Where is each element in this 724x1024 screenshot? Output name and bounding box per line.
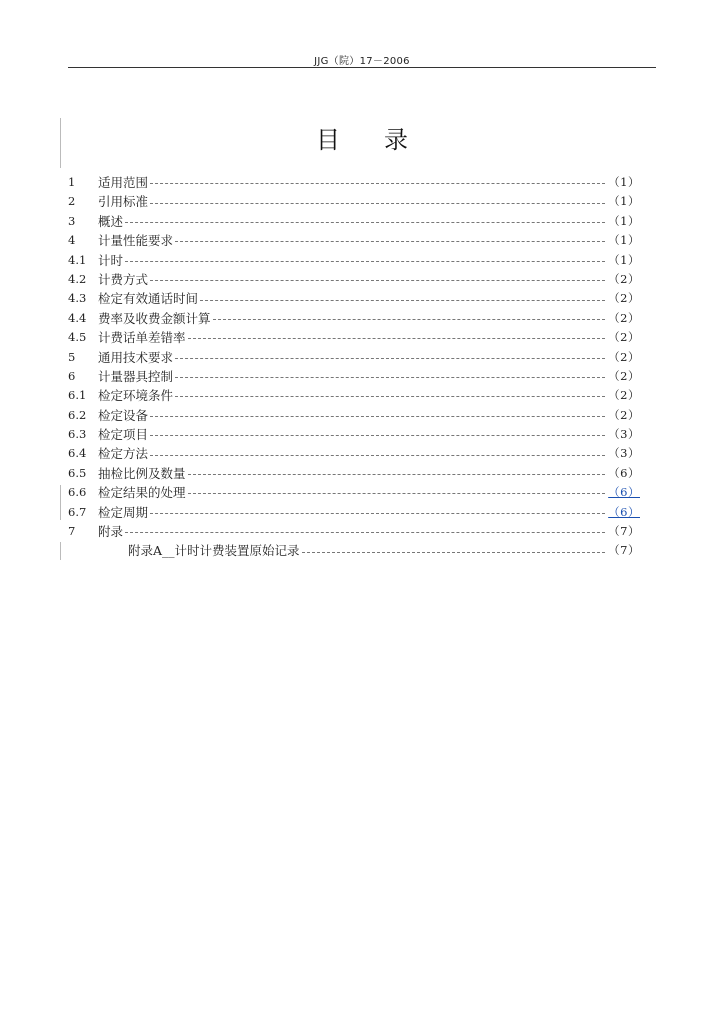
toc-entry[interactable] [68, 386, 640, 405]
toc-leader [150, 416, 605, 417]
toc-entry-title: 适用范围 [98, 175, 149, 190]
toc-entry-page-link[interactable]: （6） [608, 485, 640, 500]
toc-entry-page: （2） [608, 330, 640, 345]
toc-leader [188, 338, 606, 339]
toc-entry-title: 附录 [98, 524, 124, 540]
toc-entry-page: （2） [608, 310, 640, 325]
toc-title-char-2: 录 [384, 126, 408, 154]
toc-entry-title: 通用技术要求 [98, 349, 174, 365]
toc-entry-title: 计量性能要求 [98, 233, 174, 249]
toc-entry-page-link[interactable]: （6） [608, 504, 640, 519]
toc-entry-page: （2） [608, 271, 640, 286]
toc-entry-number: 4.2 [68, 271, 87, 286]
toc-entry-number: 2 [68, 194, 76, 209]
toc-entry[interactable] [68, 483, 640, 502]
header-code: JJG（院）17－2006 [314, 56, 410, 67]
toc-leader [213, 319, 606, 320]
toc-entry-number: 4.1 [68, 252, 87, 267]
margin-change-bar [60, 542, 61, 560]
toc-entry[interactable] [68, 425, 640, 444]
toc-entry[interactable] [68, 503, 640, 522]
toc-entry-number: 3 [68, 213, 76, 228]
toc-entry-number: 1 [68, 175, 76, 189]
toc-entry-page: （1） [608, 233, 640, 248]
toc-entry[interactable] [68, 328, 640, 347]
toc-entry-number: 4.5 [68, 330, 87, 345]
toc-leader [150, 203, 605, 204]
toc-entry-page: （7） [608, 524, 640, 539]
toc-leader [150, 183, 605, 184]
toc-entry-title: 引用标准 [98, 194, 149, 210]
toc-entry-title: 概述 [98, 213, 124, 229]
toc-entry[interactable] [68, 251, 640, 270]
toc-leader [188, 493, 606, 494]
toc-entry-number: 6.7 [68, 504, 87, 519]
toc-leader [188, 474, 606, 475]
toc-entry-page: （2） [608, 388, 640, 403]
toc-leader [175, 241, 605, 242]
toc-entry-number: 7 [68, 524, 76, 539]
toc-entry-page: （1） [608, 252, 640, 267]
toc-entry-page: （1） [608, 175, 640, 189]
toc-entry[interactable] [68, 192, 640, 211]
toc-entry[interactable] [68, 289, 640, 308]
toc-entry[interactable] [68, 231, 640, 250]
toc-entry-number: 6.6 [68, 485, 87, 500]
toc-entry[interactable] [68, 309, 640, 328]
toc-entry-page: （2） [608, 349, 640, 364]
toc-leader [125, 222, 605, 223]
toc-entry-page: （3） [608, 446, 640, 461]
toc-entry-number: 6.1 [68, 388, 87, 403]
toc-entry-page: （2） [608, 291, 640, 306]
toc-entry-number: 6.2 [68, 407, 87, 422]
toc-entry-number: 4.3 [68, 291, 87, 306]
margin-change-bar [60, 485, 61, 520]
table-of-contents [68, 173, 640, 561]
toc-entry-number: 4.4 [68, 310, 87, 325]
toc-entry-title: 检定项目 [98, 427, 149, 443]
toc-entry[interactable] [68, 367, 640, 386]
toc-entry-title: 检定设备 [98, 407, 149, 423]
toc-entry-title: 检定方法 [98, 446, 149, 462]
toc-entry-title: 附录A__计时计费装置原始记录 [128, 543, 300, 559]
toc-leader [200, 300, 605, 301]
toc-entry-number: 6.4 [68, 446, 87, 461]
toc-entry-title: 检定周期 [98, 504, 149, 520]
toc-entry-title: 计量器具控制 [98, 368, 174, 384]
toc-leader [175, 358, 605, 359]
toc-leader [150, 513, 605, 514]
header-rule [68, 67, 656, 68]
toc-leader [150, 435, 605, 436]
toc-title [0, 120, 724, 155]
toc-entry-page: （3） [608, 427, 640, 442]
toc-entry-title: 计时 [98, 252, 124, 268]
toc-entry-title: 计费话单差错率 [98, 330, 186, 346]
toc-entry-page: （7） [608, 543, 640, 558]
toc-leader [150, 455, 605, 456]
toc-entry-title: 费率及收费金额计算 [98, 310, 211, 326]
toc-entry-page: （2） [608, 368, 640, 383]
toc-entry[interactable] [68, 444, 640, 463]
toc-entry-page: （1） [608, 213, 640, 228]
toc-entry-page: （6） [608, 465, 640, 480]
toc-entry-title: 计费方式 [98, 271, 149, 287]
toc-entry-number: 5 [68, 349, 76, 364]
toc-entry-number: 6.5 [68, 465, 87, 480]
toc-entry-page: （2） [608, 407, 640, 422]
toc-entry-title: 检定结果的处理 [98, 485, 186, 501]
toc-title-char-1: 目 [316, 126, 340, 154]
toc-leader [175, 377, 605, 378]
toc-entry[interactable] [68, 212, 640, 231]
toc-entry[interactable] [68, 522, 640, 541]
toc-entry[interactable] [68, 173, 640, 192]
toc-entry-page: （1） [608, 194, 640, 209]
toc-entry-title: 检定环境条件 [98, 388, 174, 404]
toc-leader [302, 552, 606, 553]
toc-entry-title: 检定有效通话时间 [98, 291, 199, 307]
toc-leader [125, 261, 605, 262]
toc-entry[interactable] [68, 348, 640, 367]
toc-entry-number: 4 [68, 233, 76, 248]
toc-entry[interactable] [68, 270, 640, 289]
toc-entry-number: 6.3 [68, 427, 87, 442]
toc-leader [125, 532, 605, 533]
toc-entry-number: 6 [68, 368, 76, 383]
toc-entry-title: 抽检比例及数量 [98, 465, 186, 481]
toc-entry[interactable] [68, 541, 640, 560]
toc-entry[interactable] [68, 406, 640, 425]
toc-leader [175, 396, 605, 397]
toc-entry[interactable] [68, 464, 640, 483]
toc-leader [150, 280, 605, 281]
